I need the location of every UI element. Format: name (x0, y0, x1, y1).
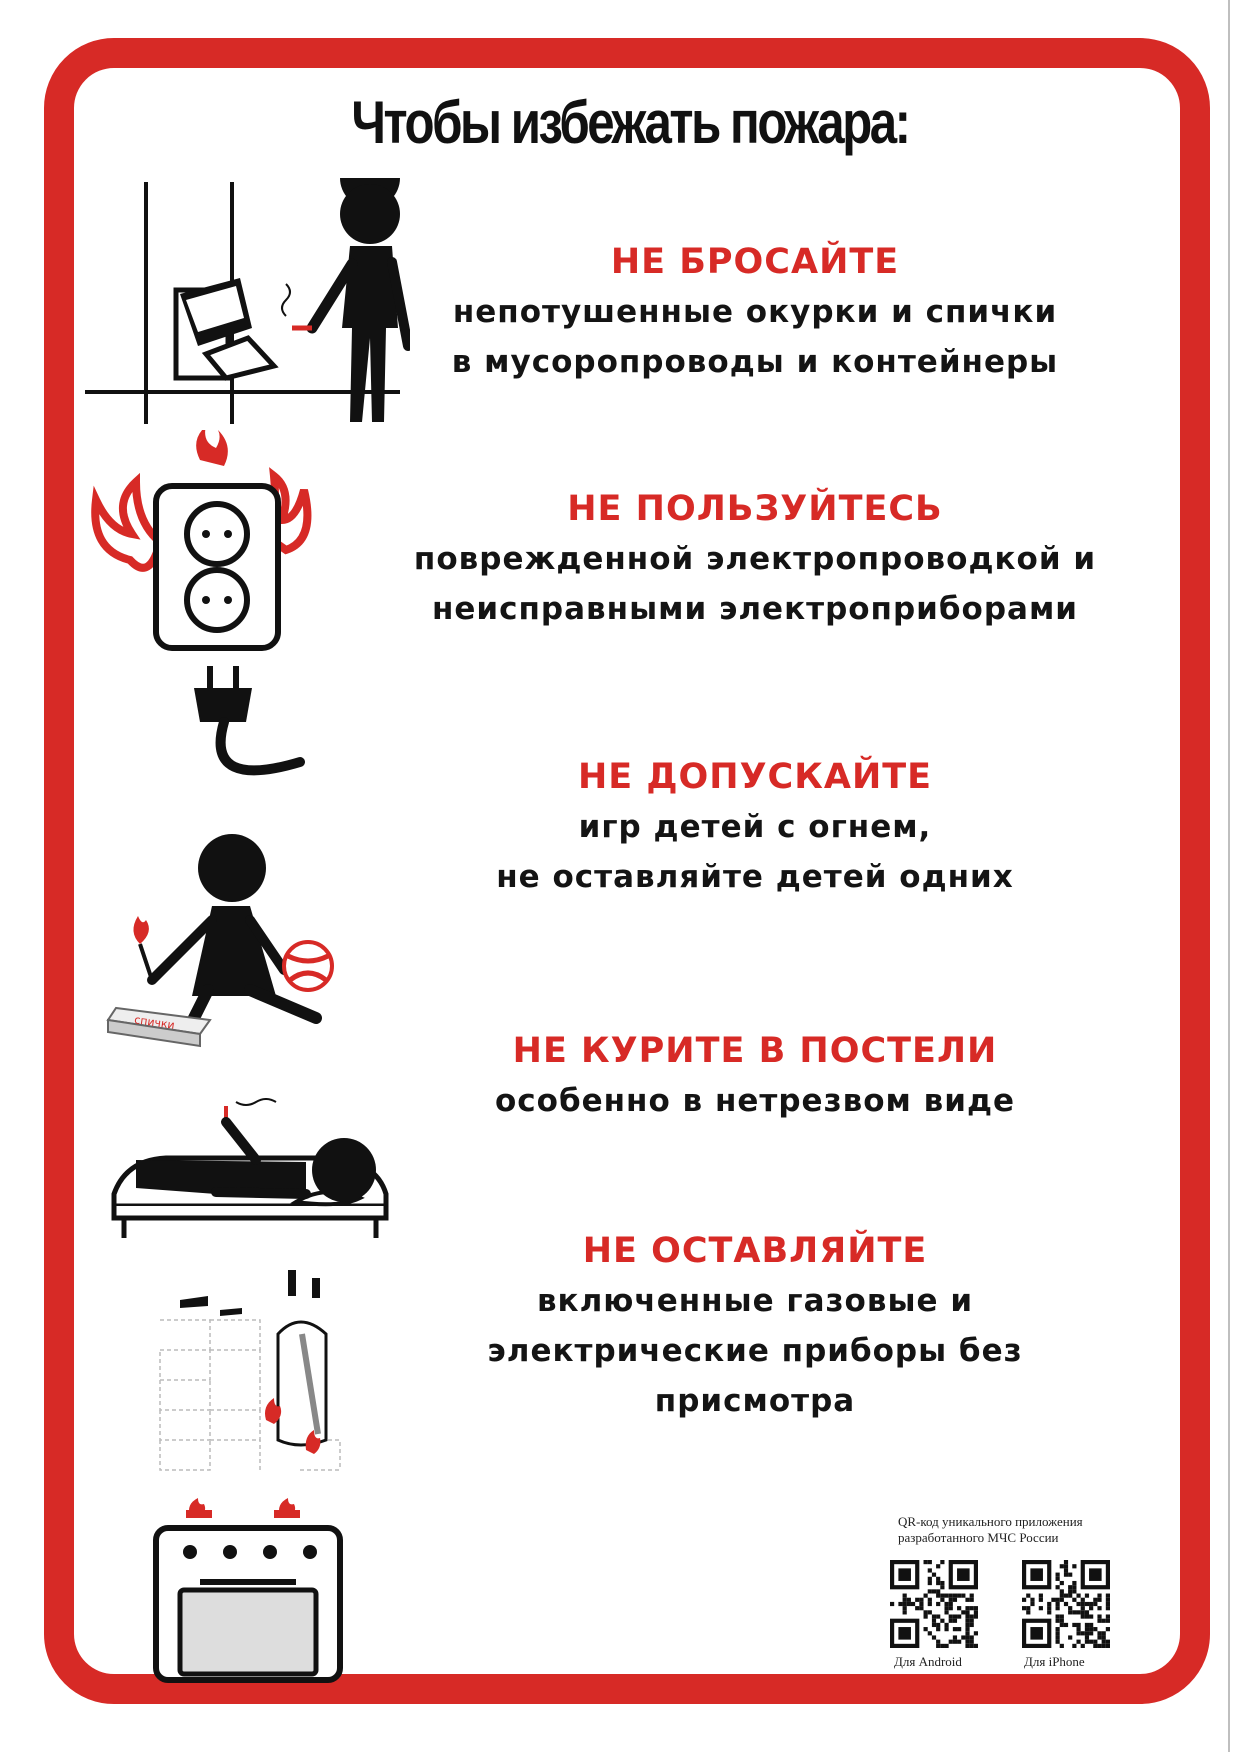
qr-label-android: Для Android (894, 1654, 962, 1669)
page-edge-line (1228, 0, 1230, 1752)
rule-smoking-bed (340, 1026, 1170, 1126)
qr-caption (898, 1514, 1083, 1546)
qr-caption-line: разработанного МЧС России (898, 1530, 1059, 1545)
smoking-in-bed-icon (96, 1098, 396, 1288)
child-matches-icon (100, 820, 360, 1060)
rule-appliances (340, 1226, 1170, 1426)
matchbox-label: спички (133, 1013, 176, 1032)
qr-caption-line: QR-код уникального приложения (898, 1514, 1083, 1529)
rule-text: непотушенные окурки и спички (452, 294, 1058, 330)
rule-text: не оставляйте детей одних (496, 859, 1014, 895)
rule-heading: НЕ ОСТАВЛЯЙТЕ (582, 1231, 928, 1271)
poster-title: Чтобы избежать пожара: (351, 89, 909, 156)
rule-text: неисправными электроприборами (431, 591, 1079, 627)
rule-heading: НЕ БРОСАЙТЕ (610, 242, 900, 282)
qr-code-iphone[interactable] (1022, 1560, 1110, 1648)
trash-chute-icon (80, 178, 410, 438)
rule-text: включенные газовые и (536, 1283, 974, 1319)
rule-trash-chute (340, 237, 1170, 387)
qr-label-iphone: Для iPhone (1024, 1654, 1085, 1669)
rule-text: особенно в нетрезвом виде (494, 1083, 1016, 1119)
stove-fire-icon (150, 1270, 380, 1690)
qr-code-android[interactable] (890, 1560, 978, 1648)
rule-text: присмотра (654, 1383, 856, 1419)
rule-text: поврежденной электропроводкой и (413, 541, 1097, 577)
rule-heading: НЕ КУРИТЕ В ПОСТЕЛИ (512, 1031, 998, 1071)
rule-wiring (340, 484, 1170, 634)
rule-children (340, 752, 1170, 902)
rule-text: игр детей с огнем, (578, 809, 932, 845)
burning-socket-icon (90, 430, 350, 790)
rule-heading: НЕ ДОПУСКАЙТЕ (577, 757, 933, 797)
rule-text: электрические приборы без (487, 1333, 1023, 1369)
rule-heading: НЕ ПОЛЬЗУЙТЕСЬ (567, 489, 943, 529)
rule-text: в мусоропроводы и контейнеры (451, 344, 1059, 380)
